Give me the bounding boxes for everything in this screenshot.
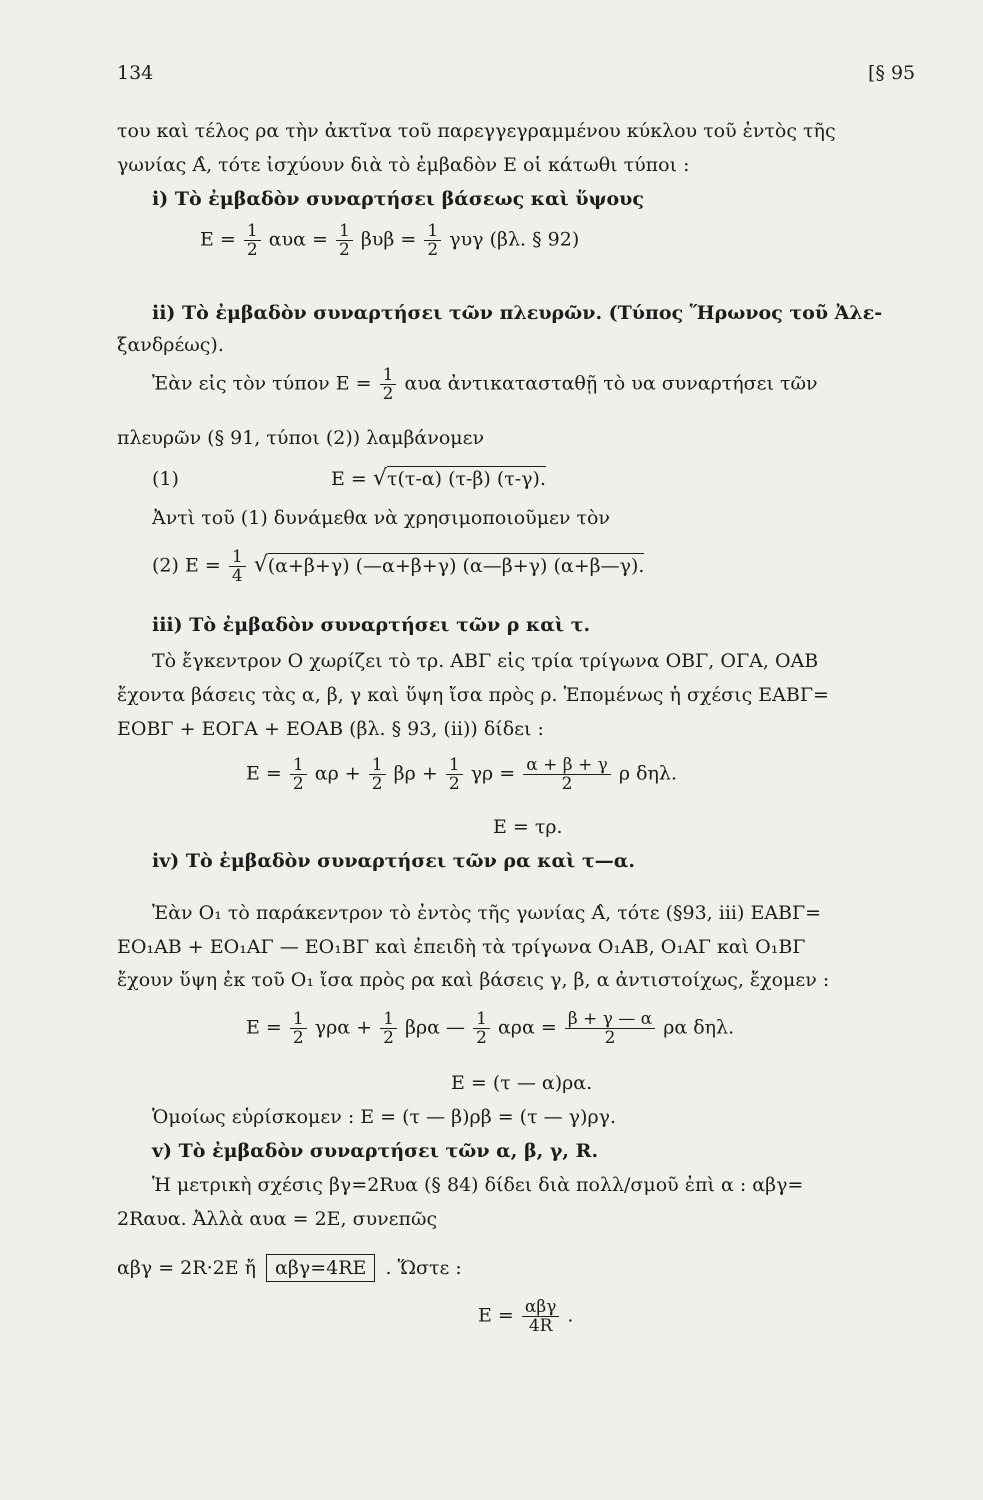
boxed-formula: αβγ=4RΕ: [266, 1254, 375, 1282]
equation-2: (2) Ε = $\frac{1}{4}$ √(α+β+γ) (—α+β+γ) (α—β+γ) (α+β—γ).: [152, 547, 645, 586]
section-ref: [§ 95: [868, 62, 916, 84]
section-heading-i: i) Τὸ ἐμβαδὸν συναρτήσει βάσεως καὶ ὕψους: [152, 188, 644, 210]
formula-iii: Ε = $\frac{1}{2}$ αρ + $\frac{1}{2}$ βρ + $\frac{1}{2}$ γρ = $\frac{\alpha + \beta + \gamma}{2}$ ρ δηλ.: [246, 755, 677, 794]
text-line: Ἐὰν Ο₁ τὸ παράκεντρον τὸ ἐντὸς τῆς γωνίας Α̂, τότε (§93, iii) ΕΑΒΓ=: [152, 902, 822, 924]
formula-iv: Ε = $\frac{1}{2}$ γρα + $\frac{1}{2}$ βρα — $\frac{1}{2}$ αρα = $\frac{\beta + \gamma — \alpha}{2}$ ρα δηλ.: [246, 1009, 735, 1048]
section-heading-v: v) Τὸ ἐμβαδὸν συναρτήσει τῶν α, β, γ, R.: [152, 1140, 599, 1162]
formula-v: Ε = $\frac{\text{αβγ}}{4R}$ .: [478, 1297, 574, 1336]
text-line: Ὁμοίως εὑρίσκομεν : Ε = (τ — β)ρβ = (τ — γ)ργ.: [152, 1106, 617, 1128]
page-number: 134: [117, 62, 154, 84]
text-line: Τὸ ἔγκεντρον Ο χωρίζει τὸ τρ. ΑΒΓ εἰς τρία τρίγωνα ΟΒΓ, ΟΓΑ, ΟΑΒ: [152, 650, 819, 672]
section-heading-iv: iv) Τὸ ἐμβαδὸν συναρτήσει τῶν ρα καὶ τ—α.: [152, 850, 635, 872]
text-line: πλευρῶν (§ 91, τύποι (2)) λαμβάνομεν: [117, 427, 484, 449]
text-line: 2Rαυα. Ἀλλὰ αυα = 2Ε, συνεπῶς: [117, 1208, 438, 1230]
section-heading-ii: ii) Τὸ ἐμβαδὸν συναρτήσει τῶν πλευρῶν. (Τύπος Ἥρωνος τοῦ Ἀλε-: [152, 302, 883, 324]
section-heading-iii: iii) Τὸ ἐμβαδὸν συναρτήσει τῶν ρ καὶ τ.: [152, 614, 591, 636]
text-line: ΕΟΒΓ + ΕΟΓΑ + ΕΟΑΒ (βλ. § 93, (ii)) δίδει :: [117, 718, 544, 740]
formula-iv-result: Ε = (τ — α)ρα.: [451, 1072, 593, 1094]
text-line: ξανδρέως).: [117, 334, 224, 356]
text-line: του καὶ τέλος ρα τὴν ἀκτῖνα τοῦ παρεγγεγραμμένου κύκλου τοῦ ἐντὸς τῆς: [117, 120, 836, 142]
formula-iii-result: Ε = τρ.: [493, 816, 563, 838]
formula-i: Ε = $\frac{1}{2}$ αυα = $\frac{1}{2}$ βυβ = $\frac{1}{2}$ γυγ (βλ. § 92): [200, 221, 580, 260]
text-line: ΕΟ₁ΑΒ + ΕΟ₁ΑΓ — ΕΟ₁ΒΓ καὶ ἐπειδὴ τὰ τρίγωνα Ο₁ΑΒ, Ο₁ΑΓ καὶ Ο₁ΒΓ: [117, 936, 806, 958]
text-line: ἔχοντα βάσεις τὰς α, β, γ καὶ ὕψη ἴσα πρὸς ρ. Ἑπομένως ἡ σχέσις ΕΑΒΓ=: [117, 684, 829, 706]
text-line: Ἐὰν εἰς τὸν τύπον Ε = $\frac{1}{2}$ αυα ἀντικατασταθῇ τὸ υα συναρτήσει τῶν: [152, 365, 818, 404]
boxed-formula-line: αβγ = 2R·2Ε ἤ αβγ=4RΕ . Ὥστε :: [117, 1254, 462, 1282]
text-line: ἔχουν ὕψη ἐκ τοῦ Ο₁ ἴσα πρὸς ρα καὶ βάσεις γ, β, α ἀντιστοίχως, ἔχομεν :: [117, 969, 830, 991]
text-line: γωνίας Α̂, τότε ἰσχύουν διὰ τὸ ἐμβαδὸν Ε οἱ κάτωθι τύποι :: [117, 154, 690, 176]
text-line: Ἡ μετρικὴ σχέσις βγ=2Rυα (§ 84) δίδει διὰ πολλ/σμοῦ ἐπὶ α : αβγ=: [152, 1174, 804, 1196]
text-line: Ἀντὶ τοῦ (1) δυνάμεθα νὰ χρησιμοποιοῦμεν τὸν: [152, 507, 610, 529]
equation-1: (1) Ε = √τ(τ-α) (τ-β) (τ-γ).: [152, 466, 547, 491]
